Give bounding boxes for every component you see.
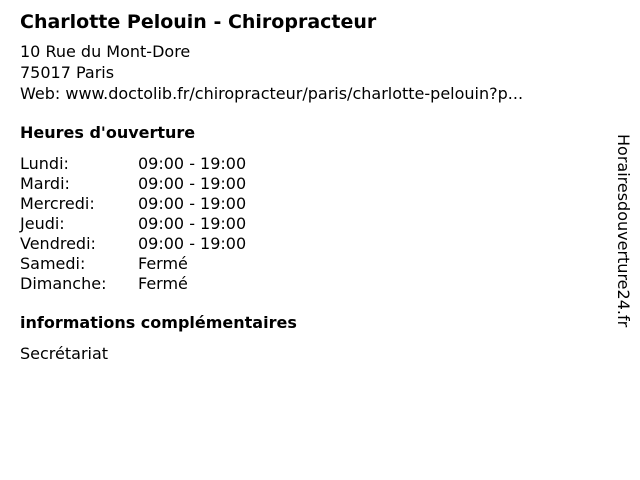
hours-row xyxy=(20,254,420,274)
additional-info-text: Secrétariat xyxy=(20,344,109,363)
hours-row xyxy=(20,214,420,234)
address-city: 75017 Paris xyxy=(20,63,115,82)
site-watermark-text: Horairesdouverture24.fr xyxy=(614,134,633,328)
hours-row xyxy=(20,234,420,254)
hours-time: 09:00 - 19:00 xyxy=(138,194,247,213)
hours-row xyxy=(20,194,420,214)
hours-day: Samedi: xyxy=(20,254,86,273)
hours-day: Mercredi: xyxy=(20,194,95,213)
hours-day: Lundi: xyxy=(20,154,69,173)
hours-time: Fermé xyxy=(138,274,188,293)
hours-row xyxy=(20,274,420,294)
hours-day: Jeudi: xyxy=(20,214,65,233)
hours-day: Vendredi: xyxy=(20,234,96,253)
hours-time: 09:00 - 19:00 xyxy=(138,174,247,193)
additional-info-heading: informations complémentaires xyxy=(20,313,297,332)
site-watermark xyxy=(613,134,633,344)
website-link[interactable]: Web: www.doctolib.fr/chiropracteur/paris/charlotte-pelouin?p... xyxy=(20,84,524,103)
hours-row xyxy=(20,154,420,174)
hours-time: 09:00 - 19:00 xyxy=(138,214,247,233)
opening-hours-heading: Heures d'ouverture xyxy=(20,123,196,142)
opening-hours-list xyxy=(20,154,420,294)
hours-row xyxy=(20,174,420,194)
hours-time: 09:00 - 19:00 xyxy=(138,234,247,253)
page-title: Charlotte Pelouin - Chiropracteur xyxy=(20,11,377,33)
hours-time: 09:00 - 19:00 xyxy=(138,154,247,173)
hours-day: Mardi: xyxy=(20,174,70,193)
address-street: 10 Rue du Mont-Dore xyxy=(20,42,191,61)
hours-time: Fermé xyxy=(138,254,188,273)
hours-day: Dimanche: xyxy=(20,274,107,293)
